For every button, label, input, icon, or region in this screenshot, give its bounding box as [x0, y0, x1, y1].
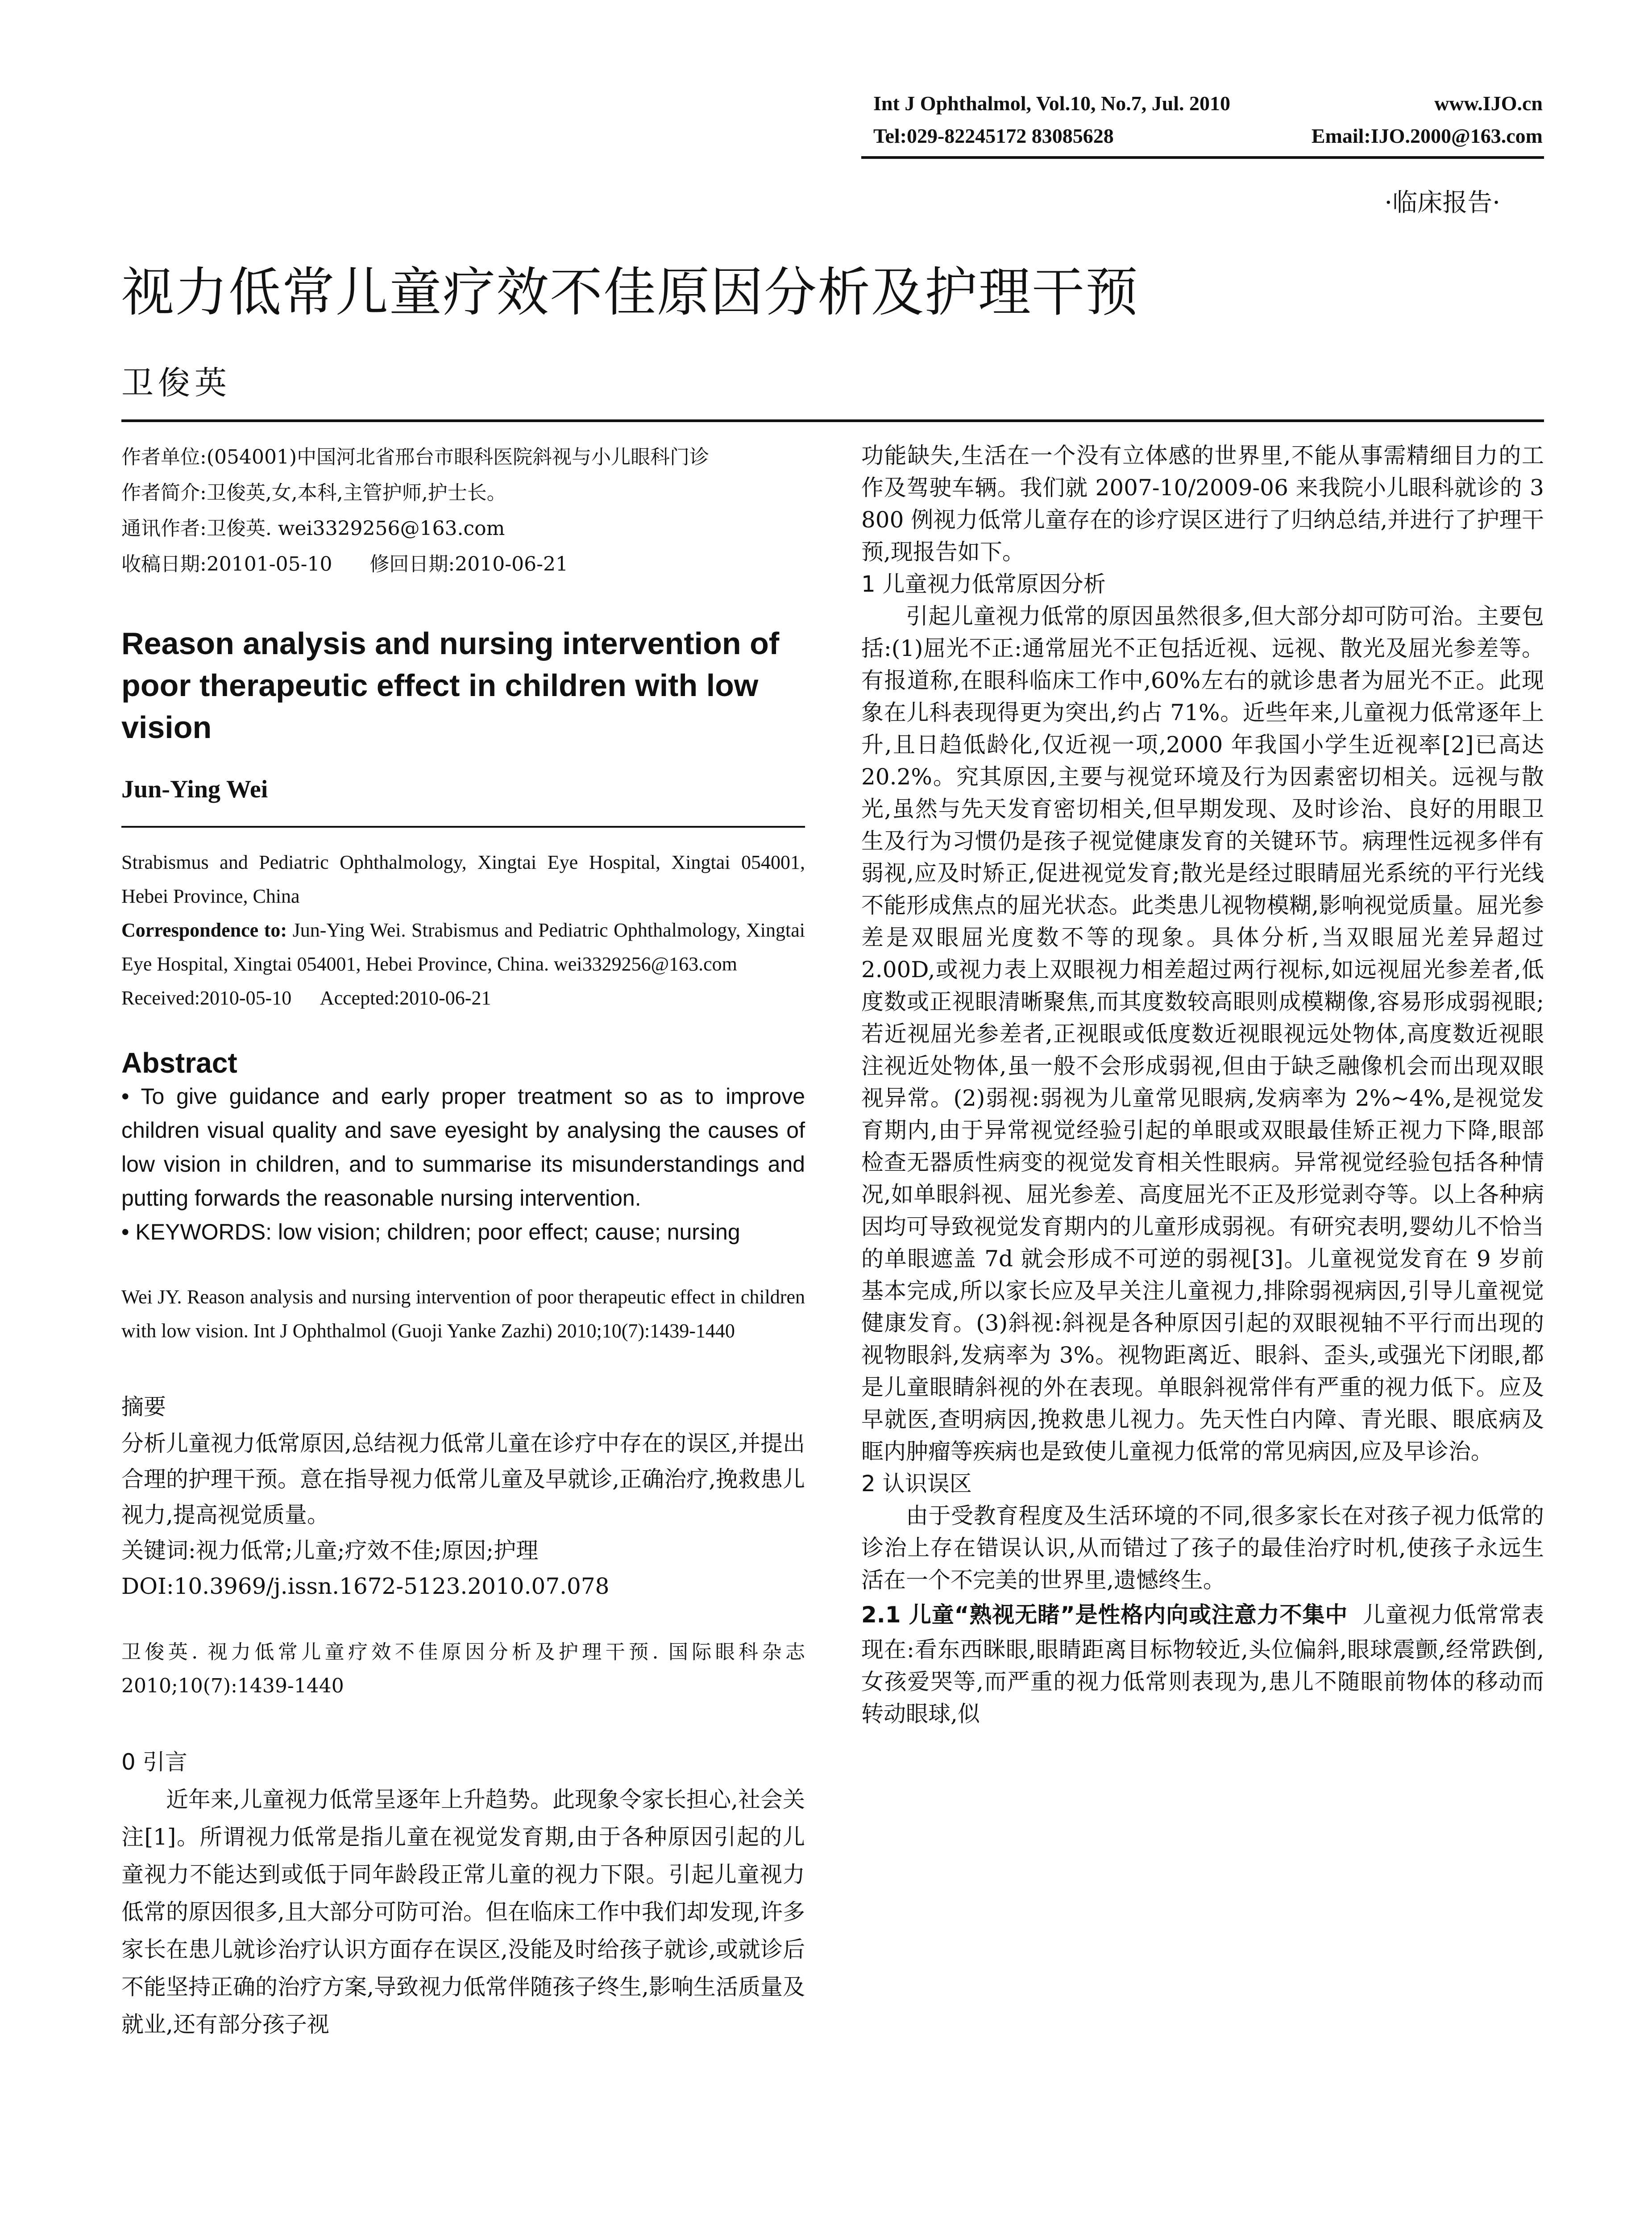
abstract-cn-text: 分析儿童视力低常原因,总结视力低常儿童在诊疗中存在的误区,并提出合理的护理干预。意在指导视力低常儿童及早就诊,正确治疗,挽救患儿视力,提高视觉质量。 — [121, 1431, 805, 1528]
correspondence — [121, 913, 805, 981]
category-label: ·临床报告· — [1384, 188, 1500, 217]
journal-email: Email:IJO.2000@163.com — [1311, 124, 1543, 147]
citation-en: Wei JY. Reason analysis and nursing intervention of poor therapeutic effect in children with low vision. Int J Ophthalmol (Guoji Yanke Zazhi) 2010;10(7):1439-1440 — [121, 1286, 805, 1342]
left-column — [121, 440, 805, 2043]
section2-text: 由于受教育程度及生活环境的不同,很多家长在对孩子视力低常的诊治上存在错误认识,从而错过了孩子的最佳治疗时机,使孩子永远生活在一个不完美的世界里,遗憾终生。 — [861, 1503, 1544, 1593]
corresponding-line: 通讯作者:卫俊英. wei3329256@163.com — [121, 517, 505, 540]
section21-heading: 2.1 儿童“熟视无睹”是性格内向或注意力不集中 — [861, 1602, 1348, 1628]
bio-line: 作者简介:卫俊英,女,本科,主管护师,护士长。 — [121, 481, 506, 504]
author-en: Jun-Ying Wei — [121, 775, 268, 803]
section21 — [861, 1596, 1544, 1730]
doi: DOI:10.3969/j.issn.1672-5123.2010.07.078 — [121, 1573, 610, 1599]
journal-tel: Tel:029-82245172 83085628 — [873, 124, 1114, 147]
journal-header — [873, 91, 1543, 148]
section1-heading: 1 儿童视力低常原因分析 — [861, 571, 1106, 597]
title-en: Reason analysis and nursing intervention of poor therapeutic effect in children with low vision — [121, 626, 780, 745]
section1-text: 引起儿童视力低常的原因虽然很多,但大部分却可防可治。主要包括:(1)屈光不正:通常屈光不正包括近视、远视、散光及屈光参差等。有报道称,在眼科临床工作中,60%左右的就诊患者为屈光不正。此现象在儿科表现得更为突出,约占 71%。近些年来,儿童视力低常逐年上升,且日趋低龄化,仅近视一项,2000 年我国小学生近视率[2]已高达 20.2%。究其原因,主要与视觉环境及行为因素密切相关。远视与散光,虽然与先天发育密切相关,但早期发现、及时诊治、良好的用眼卫生及行为习惯仍是孩子视觉健康发育的关键环节。病理性远视多伴有弱视,应及时矫正,促进视觉发育;散光是经过眼睛屈光系统的平行光线不能形成焦点的屈光状态。此类患儿视物模糊,影响视觉质量。屈光参差是双眼屈光度数不等的现象。具体分析,当双眼屈光差异超过 2.00D,或视力表上双眼视力相差超过两行视标,如远视屈光参差者,低度数或正视眼清晰聚焦,而其度数较高眼则成模糊像,容易形成弱视眼;若近视屈光参差者,正视眼或低度数近视眼视远处物体,高度数近视眼注视近处物体,虽一般不会形成弱视,但由于缺乏融像机会而出现双眼视异常。(2)弱视:弱视为儿童常见眼病,发病率为 2%~4%,是视觉发育期内,由于异常视觉经验引起的单眼或双眼最佳矫正视力下降,眼部检查无器质性病变的视觉发育相关性眼病。异常视觉经验包括各种情况,如单眼斜视、屈光参差、高度屈光不正及形觉剥夺等。以上各种病因均可导致视觉发育期内的儿童形成弱视。有研究表明,婴幼儿不恰当的单眼遮盖 7d 就会形成不可逆的弱视[3]。儿童视觉发育在 9 岁前基本完成,所以家长应及早关注儿童视力,排除弱视病因,引导儿童视觉健康发育。(3)斜视:斜视是各种原因引起的双眼视轴不平行而出现的视物眼斜,发病率为 3%。视物距离近、眼斜、歪头,或强光下闭眼,都是儿童眼睛斜视的外在表现。单眼斜视常伴有严重的视力低下。应及早就医,查明病因,挽救患儿视力。先天性白内障、青光眼、眼底病及眶内肿瘤等疾病也是致使儿童视力低常的常见病因,应及早诊治。 — [861, 603, 1544, 1464]
dates-line: 收稿日期:20101-05-10 修回日期:2010-06-21 — [121, 553, 568, 576]
abstract-heading: Abstract — [121, 1047, 237, 1079]
abstract-text: • To give guidance and early proper treatment so as to improve children visual quality and save eyesight by analysing the causes of low vision in children, and to summarise its misunderstandings and putting forwards the reasonable nursing intervention. — [121, 1084, 805, 1211]
header-rule — [861, 156, 1544, 159]
received-en: Received:2010-05-10 Accepted:2010-06-21 — [121, 987, 491, 1009]
section2-heading: 2 认识误区 — [861, 1471, 972, 1497]
title-rule — [121, 419, 1544, 422]
right-column — [861, 440, 1544, 1730]
journal-website: www.IJO.cn — [1434, 92, 1543, 115]
affiliation-line: 作者单位:(054001)中国河北省邢台市眼科医院斜视与小儿眼科门诊 — [121, 446, 710, 469]
keywords-cn: 关键词:视力低常;儿童;疗效不佳;原因;护理 — [121, 1538, 539, 1563]
section0-text: 近年来,儿童视力低常呈逐年上升趋势。此现象令家长担心,社会关注[1]。所谓视力低常是指儿童在视觉发育期,由于各种原因引起的儿童视力不能达到或低于同年龄段正常儿童的视力下限。引起儿童视力低常的原因很多,且大部分可防可治。但在临床工作中我们却发现,许多家长在患儿就诊治疗认识方面存在误区,没能及时给孩子就诊,或就诊后不能坚持正确的治疗方案,导致视力低常伴随孩子终生,影响生活质量及就业,还有部分孩子视 — [121, 1787, 805, 2037]
right-intro: 功能缺失,生活在一个没有立体感的世界里,不能从事需精细目力的工作及驾驶车辆。我们就 2007-10/2009-06 来我院小儿眼科就诊的 3 800 例视力低常儿童存在的诊疗误区进行了归纳总结,并进行了护理干预,现报告如下。 — [861, 443, 1544, 565]
title-cn: 视力低常儿童疗效不佳原因分析及护理干预 — [121, 261, 1139, 323]
citation-cn: 卫俊英. 视力低常儿童疗效不佳原因分析及护理干预. 国际眼科杂志 2010;10(7):1439-1440 — [121, 1641, 805, 1697]
journal-info: Int J Ophthalmol, Vol.10, No.7, Jul. 2010 — [873, 92, 1231, 115]
affiliation-en — [121, 846, 805, 1015]
section0-heading: 0 引言 — [121, 1749, 187, 1775]
abstract-en — [121, 1079, 805, 1249]
abstract-cn-heading: 摘要 — [121, 1394, 166, 1420]
correspondence-text: Jun-Ying Wei. Strabismus and Pediatric Ophthalmology, Xingtai Eye Hospital, Xingtai 054001, Hebei Province, China. wei3329256@163.com — [121, 919, 805, 975]
section21-text: 儿童视力低常常表现在:看东西眯眼,眼睛距离目标物较近,头位偏斜,眼球震颤,经常跌倒,女孩爱哭等,而严重的视力低常则表现为,患儿不随眼前物体的移动而转动眼球,似 — [861, 1602, 1544, 1727]
abstract-cn — [121, 1426, 805, 1604]
correspondence-label: Correspondence to: — [121, 919, 287, 941]
author-rule — [121, 826, 805, 828]
affiliation-cn — [121, 440, 805, 582]
author-cn: 卫俊英 — [121, 364, 232, 402]
keywords-en: • KEYWORDS: low vision; children; poor effect; cause; nursing — [121, 1219, 740, 1244]
affiliation-en-text: Strabismus and Pediatric Ophthalmology, Xingtai Eye Hospital, Xingtai 054001, Hebei Province, China — [121, 851, 805, 907]
